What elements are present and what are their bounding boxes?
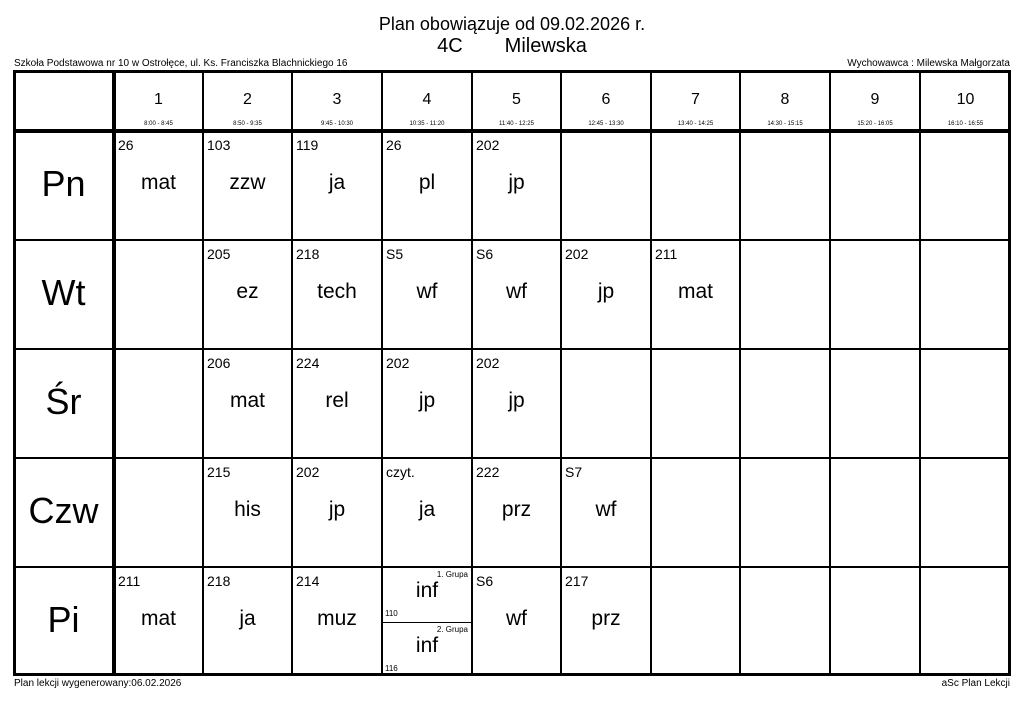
lesson-room: 110 [385, 609, 398, 618]
lesson-subject: muz [317, 607, 357, 630]
lesson-subject: ja [239, 607, 256, 630]
grid-hline [13, 239, 1011, 241]
lesson-room: 211 [118, 573, 141, 589]
period-number: 2 [243, 91, 252, 108]
lesson-room: 26 [118, 137, 134, 153]
period-number: 6 [601, 91, 611, 108]
period-time: 8:50 - 9:35 [233, 121, 262, 127]
grid-hline [13, 566, 1011, 568]
day-label: Pn [41, 163, 86, 204]
period-time: 8:00 - 8:45 [144, 121, 173, 127]
grid-vline [739, 70, 741, 676]
grid-hline [13, 129, 1011, 133]
lesson-room: 119 [296, 137, 319, 153]
grid-hline [13, 348, 1011, 350]
lesson-room: 202 [565, 246, 589, 262]
class-name: 4C [437, 35, 463, 57]
lesson-subject: jp [418, 389, 436, 412]
lesson-room: 26 [386, 137, 402, 153]
lesson-room: 202 [476, 355, 500, 371]
timetable-grid [13, 70, 1011, 676]
period-number: 8 [780, 91, 790, 108]
grid-frame [13, 70, 1011, 676]
period-number: 4 [422, 91, 432, 108]
lesson-subject: ja [328, 171, 346, 194]
day-label: Pi [47, 599, 80, 640]
lesson-subject: prz [501, 498, 532, 521]
day-label: Czw [28, 490, 99, 531]
plan-validity-title: Plan obowiązuje od 09.02.2026 r. [378, 14, 646, 34]
lesson-room: 222 [476, 464, 500, 480]
lesson-room: S6 [476, 246, 494, 262]
lesson-room: 217 [565, 573, 589, 589]
lesson-subject: jp [597, 280, 615, 303]
grid-vline [291, 70, 293, 676]
lesson-room: S5 [386, 246, 404, 262]
period-time: 9:45 - 10:30 [320, 121, 354, 127]
period-number: 9 [870, 91, 880, 108]
lesson-subject: inf [415, 579, 439, 602]
lesson-subject: prz [591, 607, 621, 630]
lesson-room: S7 [565, 464, 583, 480]
lesson-subject: jp [328, 498, 346, 521]
lesson-room: 211 [655, 246, 678, 262]
lesson-room: 116 [385, 664, 398, 673]
period-number: 10 [956, 91, 975, 108]
grid-vline [650, 70, 652, 676]
grid-vline [919, 70, 921, 676]
grid-vline [112, 70, 116, 676]
lesson-room: S6 [476, 573, 494, 589]
grid-hline [13, 457, 1011, 459]
lesson-room: 206 [207, 355, 231, 371]
day-label: Śr [45, 381, 82, 422]
period-time: 11:40 - 12:25 [499, 121, 534, 127]
lesson-subject: wf [506, 280, 527, 303]
lesson-room: 215 [207, 464, 231, 480]
class-title [0, 35, 1024, 58]
period-time: 12:45 - 13:30 [588, 121, 624, 127]
form-teacher: Wychowawca : Milewska Małgorzata [847, 58, 1010, 69]
lesson-subject: jp [508, 171, 525, 194]
lesson-room: 103 [207, 137, 231, 153]
period-time: 10:35 - 11:20 [409, 121, 445, 127]
grid-vline [202, 70, 204, 676]
grid-vline [560, 70, 562, 676]
period-time: 16:10 - 16:55 [947, 121, 984, 127]
app-name: aSc Plan Lekcji [941, 678, 1010, 689]
lesson-room: czyt. [386, 464, 415, 480]
lesson-subject: jp [508, 389, 525, 412]
lesson-subject: tech [317, 280, 357, 303]
lesson-subject: pl [418, 171, 436, 194]
lesson-room: 218 [207, 573, 231, 589]
lesson-subject: ez [236, 280, 259, 303]
lesson-subject: his [234, 498, 261, 521]
lesson-subject: rel [325, 389, 349, 412]
period-time: 13:40 - 14:25 [677, 121, 714, 127]
period-number: 1 [154, 91, 163, 108]
lesson-subject: wf [416, 280, 438, 303]
school-address: Szkoła Podstawowa nr 10 w Ostrołęce, ul. Ks. Franciszka Blachnickiego 16 [14, 58, 348, 69]
lesson-subject: mat [677, 280, 713, 303]
lesson-room: 205 [207, 246, 231, 262]
lesson-room: 202 [386, 355, 410, 371]
period-number: 5 [512, 91, 521, 108]
grid-vline [829, 70, 831, 676]
period-time: 14:30 - 15:15 [767, 121, 803, 127]
period-number: 3 [332, 91, 342, 108]
lesson-subject: mat [229, 389, 265, 412]
teacher-name: Milewska [504, 35, 587, 57]
lesson-subject: wf [595, 498, 617, 521]
day-label: Wt [41, 272, 86, 313]
period-time: 15:20 - 16:05 [857, 121, 893, 127]
generated-date: Plan lekcji wygenerowany:06.02.2026 [14, 678, 182, 689]
lesson-subject: inf [415, 634, 439, 657]
lesson-room: 218 [296, 246, 320, 262]
lesson-subject: mat [140, 607, 176, 630]
lesson-room: 202 [296, 464, 320, 480]
group-divider [382, 622, 472, 623]
lesson-subject: ja [418, 498, 436, 521]
lesson-room: 202 [476, 137, 500, 153]
lesson-subject: mat [140, 171, 176, 194]
group-label: 2. Grupa [436, 625, 468, 634]
lesson-subject: zzw [229, 171, 266, 194]
lesson-room: 214 [296, 573, 320, 589]
period-number: 7 [691, 91, 700, 108]
group-label: 1. Grupa [436, 570, 468, 579]
lesson-subject: wf [506, 607, 527, 630]
lesson-room: 224 [296, 355, 320, 371]
